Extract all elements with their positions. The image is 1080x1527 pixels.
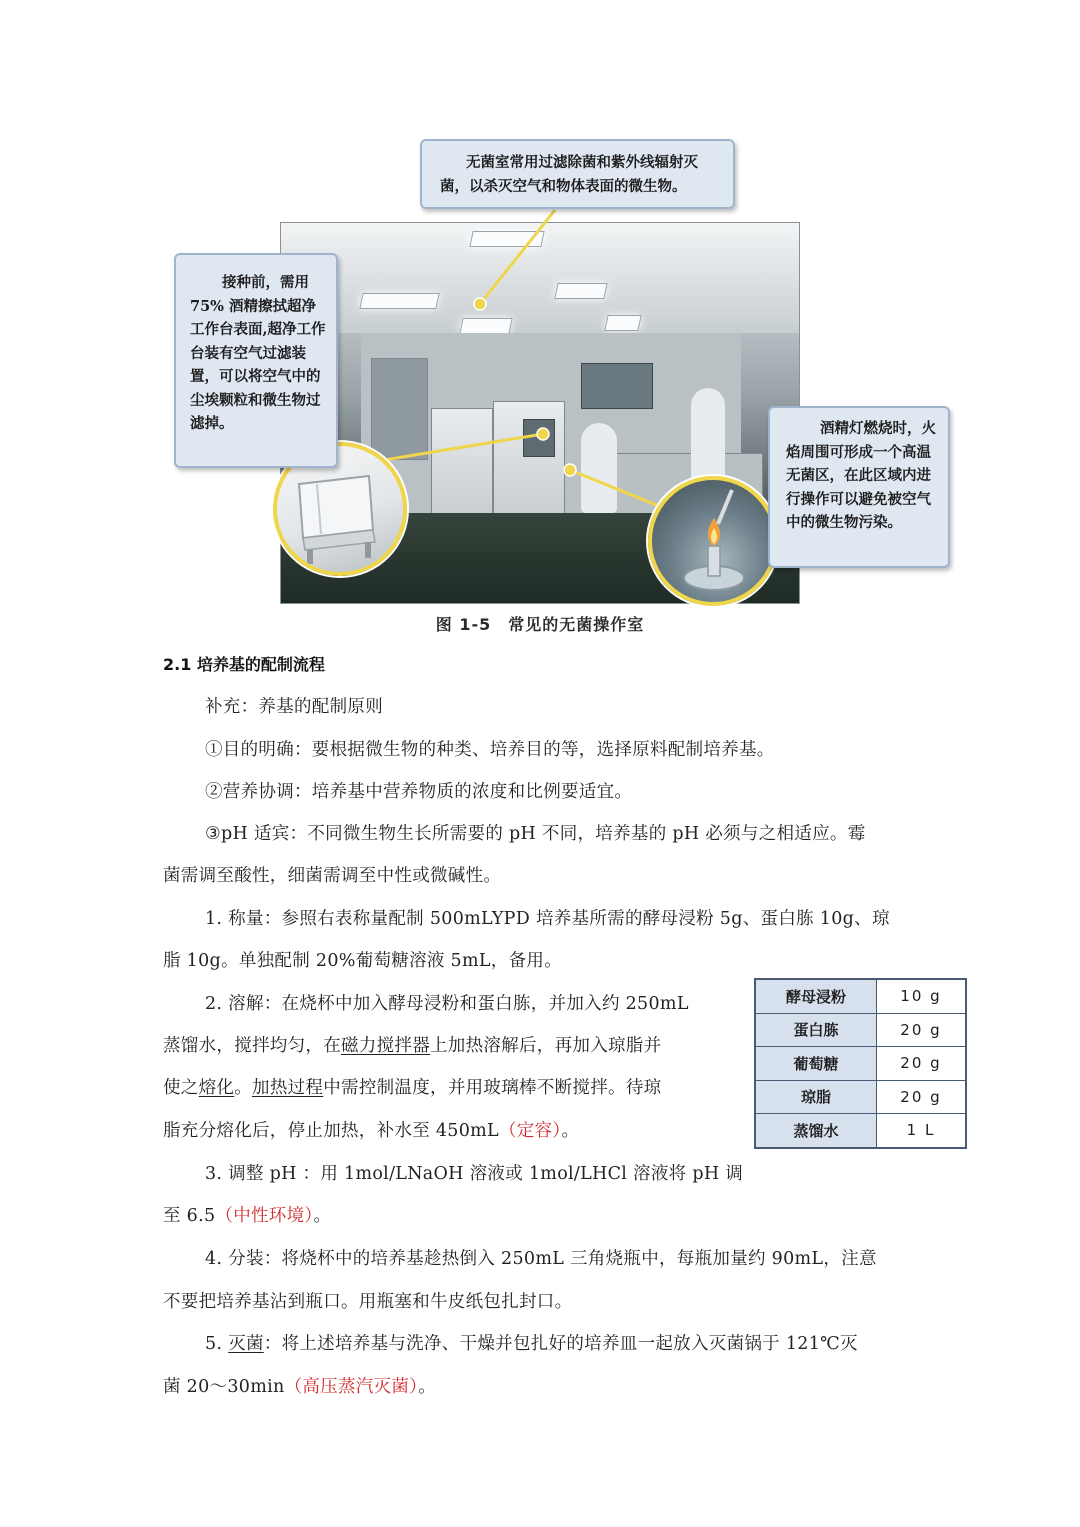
step-text: 。 <box>418 1377 437 1397</box>
step-line <box>205 1245 877 1270</box>
step-line <box>163 1373 436 1398</box>
figure-caption: 图 1-5 常见的无菌操作室 <box>435 615 645 634</box>
callout-alcohol-lamp: 酒精灯燃烧时，火焰周围可形成一个高温无菌区，在此区域内进行操作可以避免被空气中的微生物污染。 <box>768 406 950 568</box>
principle-line <box>205 820 866 845</box>
step-text: 4. 分装：将烧杯中的培养基趁热倒入 250mL 三角烧瓶中，每瓶加量约 90mL，注意 <box>205 1249 877 1269</box>
table-row <box>755 1114 966 1148</box>
clean-bench <box>431 408 493 525</box>
ingredient-name: 葡萄糖 <box>755 1047 877 1081</box>
ingredient-name: 蒸馏水 <box>755 1114 877 1148</box>
lab-cabinet <box>371 358 428 460</box>
highlight-note: （中性环境） <box>215 1206 314 1226</box>
step-text: 上加热溶解后，再加入琼脂并 <box>430 1036 662 1056</box>
ceiling-lamp <box>359 293 439 309</box>
ingredient-name: 酵母浸粉 <box>755 979 877 1013</box>
back-window <box>581 363 653 409</box>
principle-text: ③pH 适宾：不同微生物生长所需要的 pH 不同，培养基的 pH 必须与之相适应。霉 <box>205 824 866 844</box>
callout-clean-bench: 接种前，需用75% 酒精擦拭超净工作台表面,超净工作台装有空气过滤装置，可以将空气中的尘埃颗粒和微生物过滤掉。 <box>174 253 338 468</box>
principle-line <box>163 862 501 887</box>
ingredient-amount: 10 g <box>877 979 967 1013</box>
step-line <box>163 1074 661 1099</box>
ceiling-lamp <box>554 283 607 299</box>
step-line <box>163 1202 331 1227</box>
supplement-text: 补充：养基的配制原则 <box>205 697 383 717</box>
step-line <box>163 1288 572 1313</box>
principle-text: ①目的明确：要根据微生物的种类、培养目的等，选择原料配制培养基。 <box>205 740 775 760</box>
table-row <box>755 979 966 1013</box>
table-row <box>755 1080 966 1114</box>
underlined-term: 磁力搅拌器 <box>341 1036 430 1056</box>
highlight-note: （定容） <box>498 1121 562 1141</box>
step-text: 不要把培养基沾到瓶口。用瓶塞和牛皮纸包扎封口。 <box>163 1292 573 1312</box>
lab-worker <box>691 388 725 488</box>
step-text: 3. 调整 pH ：用 1mol/LNaOH 溶液或 1mol/LHCl 溶液将 pH 调 <box>205 1164 744 1184</box>
step-line <box>205 1160 743 1185</box>
ingredient-amount: 20 g <box>877 1013 967 1047</box>
table-row <box>755 1047 966 1081</box>
ceiling-lamp <box>469 231 544 247</box>
underlined-term: 熔化 <box>198 1078 235 1098</box>
section-heading: 2.1 培养基的配制流程 <box>163 655 325 674</box>
step-text: 。 <box>234 1078 253 1098</box>
alcohol-lamp-inset <box>648 476 778 606</box>
underlined-term: 加热过程 <box>252 1078 324 1098</box>
principle-line <box>205 736 775 761</box>
ingredient-amount: 1 L <box>877 1114 967 1148</box>
ceiling-lamp <box>604 315 641 331</box>
step-text: 蒸馏水，搅拌均匀，在 <box>163 1036 341 1056</box>
highlight-note: （高压蒸汽灭菌） <box>284 1377 419 1397</box>
step-line <box>163 1032 661 1057</box>
bench-window <box>523 419 555 457</box>
step-text: 至 6.5 <box>163 1206 216 1226</box>
ingredient-name: 琼脂 <box>755 1080 877 1114</box>
supplement-line <box>205 693 383 718</box>
alcohol-lamp-illustration <box>652 480 774 602</box>
step-text: ：将上述培养基与洗净、干燥并包扎好的培养皿一起放入灭菌锅于 121℃灭 <box>263 1334 858 1354</box>
step-text: 。 <box>561 1121 580 1141</box>
step-line <box>205 1330 858 1355</box>
step-line <box>163 1117 579 1142</box>
step-text: 5. <box>205 1334 229 1354</box>
ingredient-name: 蛋白胨 <box>755 1013 877 1047</box>
lab-worker <box>581 423 617 513</box>
step-text: 2. 溶解：在烧杯中加入酵母浸粉和蛋白胨，并加入约 250mL <box>205 994 689 1014</box>
callout-sterilization: 无菌室常用过滤除菌和紫外线辐射灭菌，以杀灭空气和物体表面的微生物。 <box>420 139 735 209</box>
step-text: 脂充分熔化后，停止加热，补水至 450mL <box>163 1121 499 1141</box>
principle-text: ②营养协调：培养基中营养物质的浓度和比例要适宜。 <box>205 782 633 802</box>
step-line <box>163 947 562 972</box>
principle-line <box>205 778 632 803</box>
step-text: 使之 <box>163 1078 199 1098</box>
recipe-table <box>754 978 967 1149</box>
step-line <box>205 905 890 930</box>
step-text: 中需控制温度，并用玻璃棒不断搅拌。待琼 <box>323 1078 662 1098</box>
step-text: 。 <box>313 1206 332 1226</box>
step-text: 脂 10g。单独配制 20%葡萄糖溶液 5mL，备用。 <box>163 951 563 971</box>
ceiling-lamp <box>459 318 512 334</box>
underlined-term: 灭菌 <box>228 1334 264 1354</box>
step-text: 1. 称量：参照右表称量配制 500mLYPD 培养基所需的酵母浸粉 5g、蛋白胨 10g、琼 <box>205 909 890 929</box>
table-row <box>755 1013 966 1047</box>
ingredient-amount: 20 g <box>877 1080 967 1114</box>
principle-text: 菌需调至酸性，细菌需调至中性或微碱性。 <box>163 866 502 886</box>
ingredient-amount: 20 g <box>877 1047 967 1081</box>
step-line <box>205 990 689 1015</box>
step-text: 菌 20～30min <box>163 1377 285 1397</box>
